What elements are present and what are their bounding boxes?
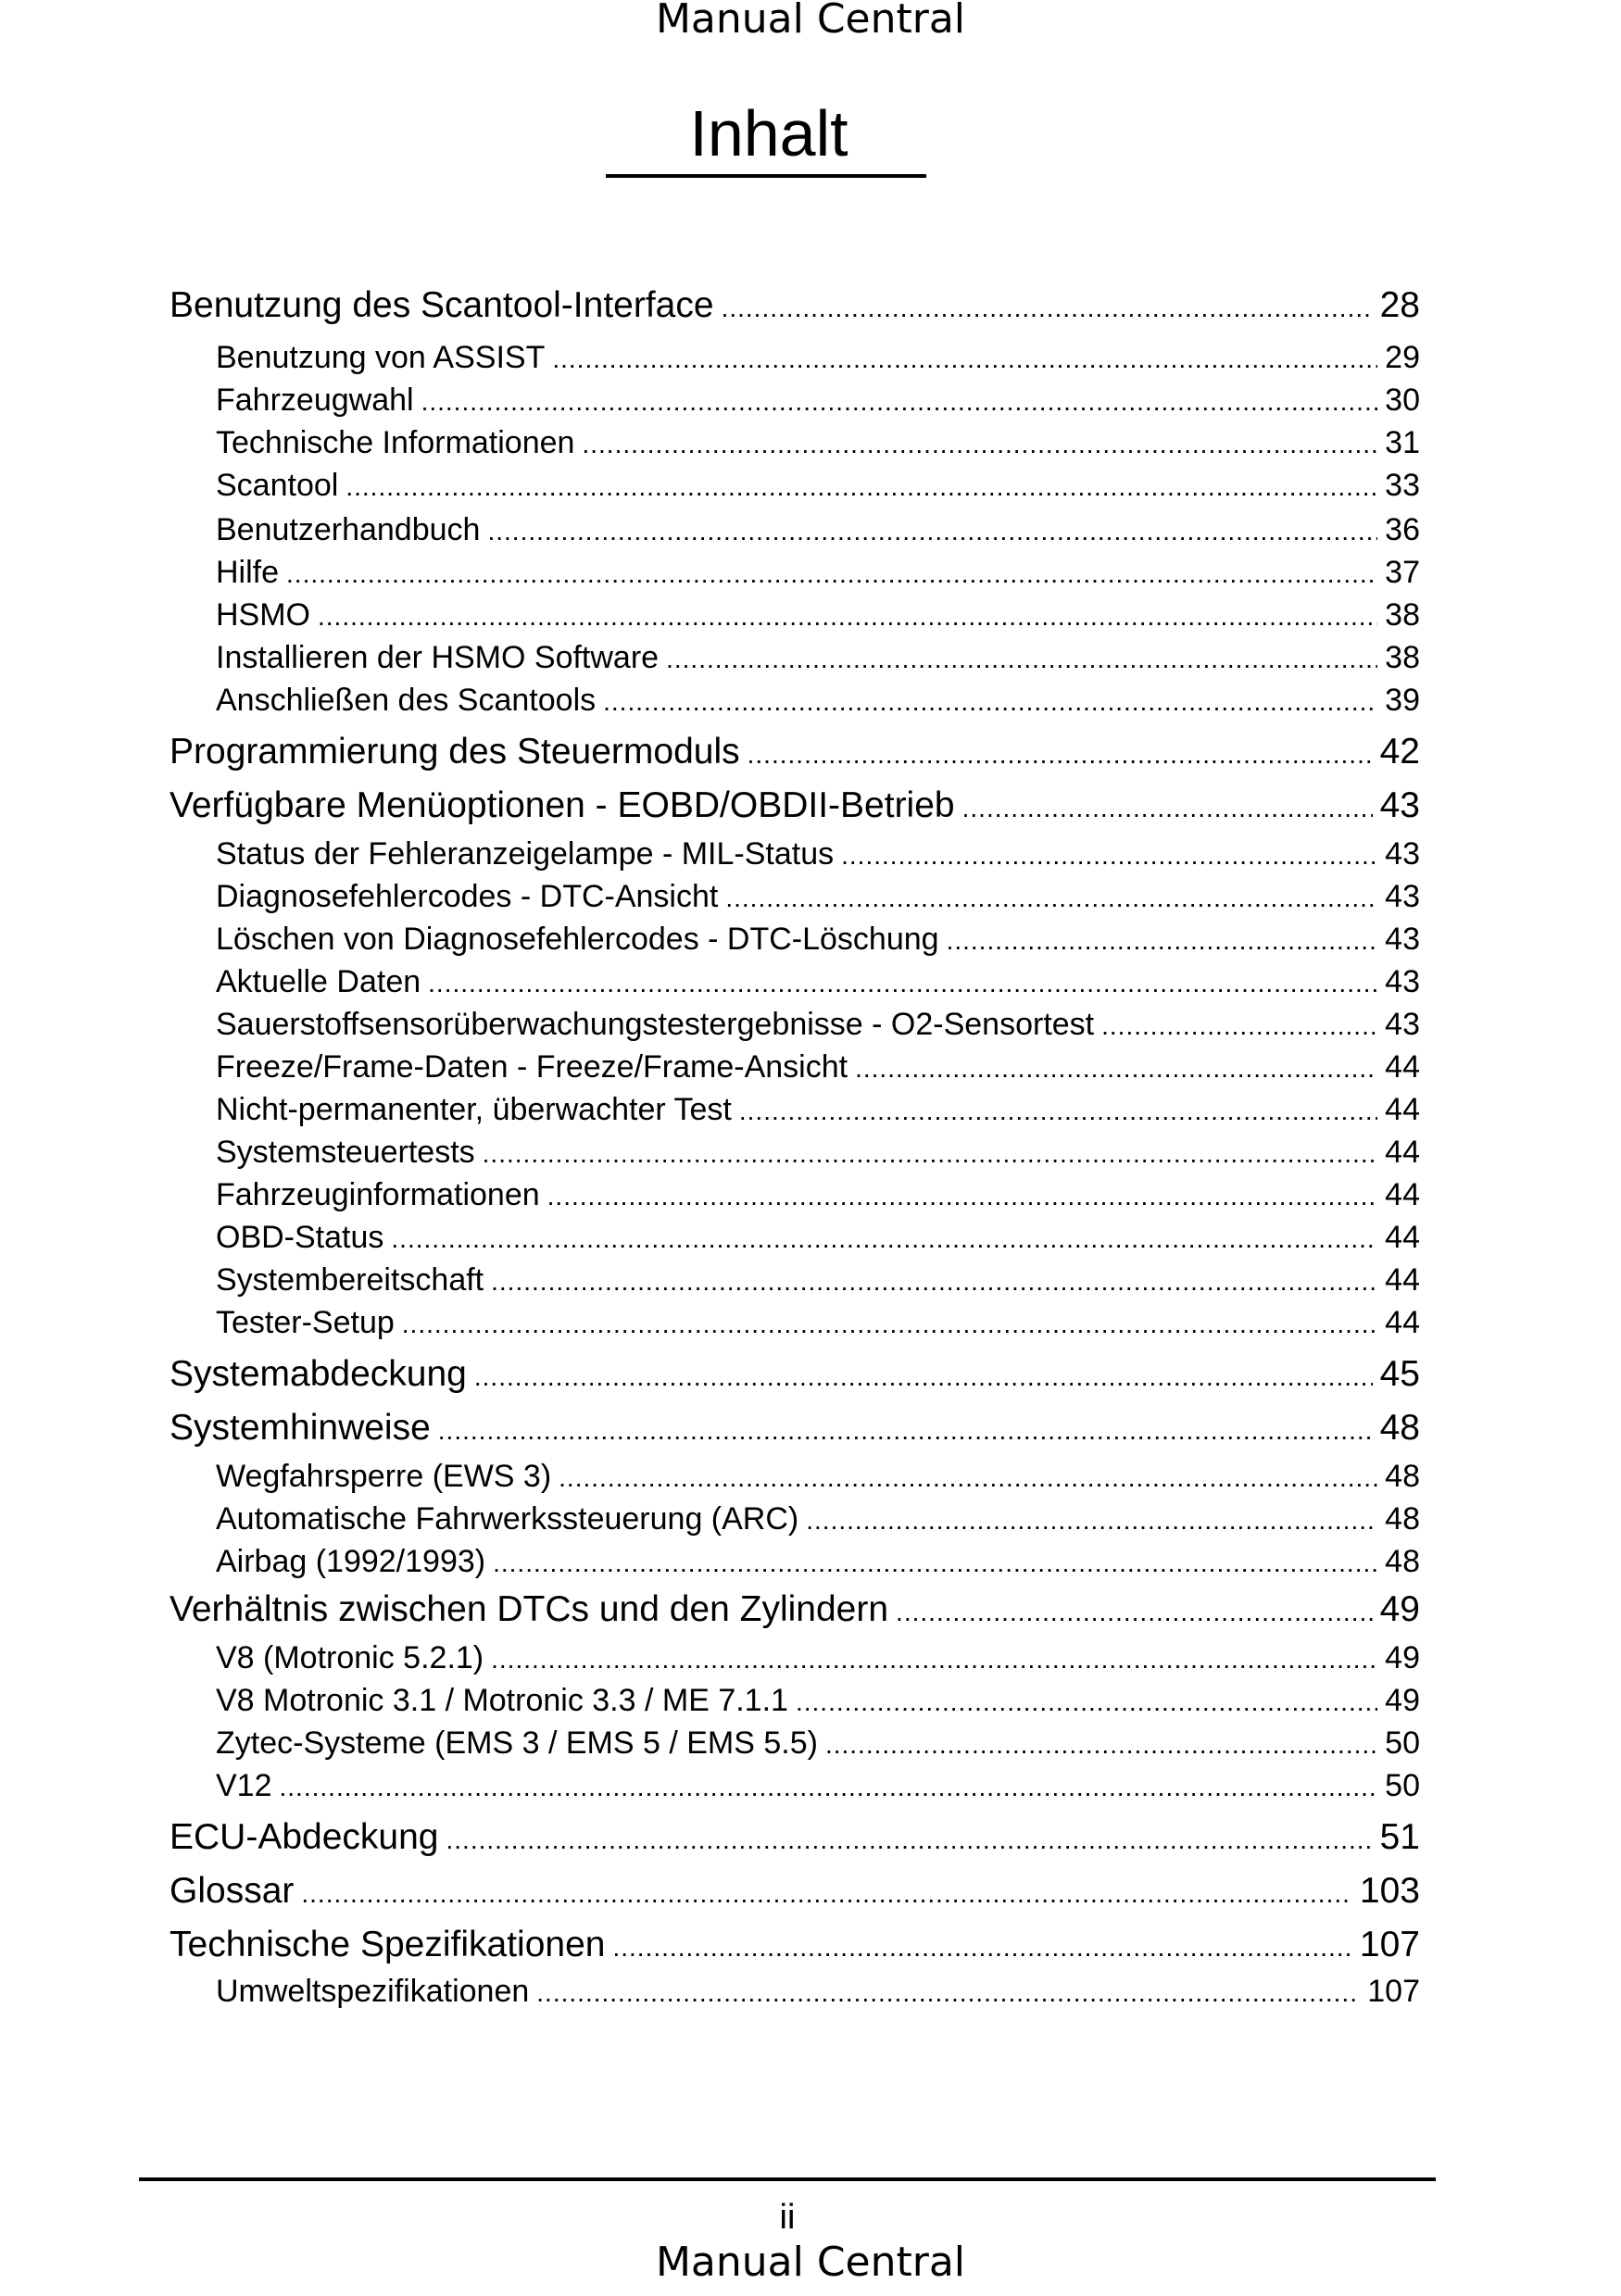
toc-entry-label: ECU-Abdeckung [170,1817,439,1857]
toc-entry-label: HSMO [216,597,310,633]
toc-chapter-entry[interactable] [170,727,1420,777]
toc-entry-label: OBD-Status [216,1220,384,1255]
toc-entry-page: 33 [1385,468,1420,503]
toc-entry-page: 48 [1379,1408,1420,1448]
toc-entry-label: Diagnosefehlercodes - DTC-Ansicht [216,879,719,914]
toc-entry-page: 48 [1385,1544,1420,1579]
toc-chapter-entry[interactable] [170,1920,1420,1970]
toc-entry-label: Benutzerhandbuch [216,512,481,547]
toc-dot-leader [536,1972,1360,2014]
toc-section-entry[interactable] [216,1259,1420,1301]
footer-divider [139,2177,1436,2181]
toc-entry-page: 44 [1385,1262,1420,1298]
toc-dot-leader [402,1303,1377,1346]
toc-entry-label: Freeze/Frame-Daten - Freeze/Frame-Ansicht [216,1049,848,1085]
toc-entry-label: V8 Motronic 3.1 / Motronic 3.3 / ME 7.1.1 [216,1683,788,1718]
toc-dot-leader [739,1090,1377,1133]
toc-entry-page: 48 [1385,1459,1420,1494]
toc-dot-leader [280,1766,1378,1809]
toc-entry-page: 44 [1385,1092,1420,1127]
toc-section-entry[interactable] [216,551,1420,594]
toc-entry-page: 43 [1385,879,1420,914]
toc-entry-label: Automatische Fahrwerkssteuerung (ARC) [216,1501,799,1537]
toc-chapter-entry[interactable] [170,1403,1420,1453]
toc-section-entry[interactable] [216,1046,1420,1088]
toc-section-entry[interactable] [216,1722,1420,1764]
toc-entry-page: 44 [1385,1049,1420,1085]
toc-dot-leader [612,1923,1351,1973]
toc-entry-label: Systembereitschaft [216,1262,484,1298]
toc-entry-label: Benutzung des Scantool-Interface [170,285,714,325]
toc-section-entry[interactable] [216,1003,1420,1046]
toc-entry-label: Anschließen des Scantools [216,683,597,718]
toc-section-entry[interactable] [216,1637,1420,1679]
toc-entry-page: 48 [1385,1501,1420,1537]
toc-entry-page: 43 [1385,836,1420,872]
toc-entry-label: Scantool [216,468,339,503]
toc-entry-label: Technische Informationen [216,425,575,460]
page-number: ii [779,2198,796,2237]
toc-dot-leader [841,834,1377,877]
toc-dot-leader [896,1587,1373,1637]
toc-section-entry[interactable] [216,636,1420,679]
toc-dot-leader [855,1048,1377,1090]
toc-entry-label: Technische Spezifikationen [170,1925,606,1964]
toc-dot-leader [603,681,1377,723]
toc-dot-leader [487,510,1377,553]
toc-entry-label: Glossar [170,1871,295,1911]
toc-entry-label: Sauerstoffsensorüberwachungstestergebnisse - O2-Sensortest [216,1007,1095,1042]
toc-section-entry[interactable] [216,1216,1420,1259]
toc-section-entry[interactable] [216,1679,1420,1722]
toc-entry-page: 49 [1379,1589,1420,1629]
toc-entry-label: V8 (Motronic 5.2.1) [216,1640,484,1675]
toc-entry-label: Nicht-permanenter, überwachter Test [216,1092,732,1127]
toc-entry-label: Aktuelle Daten [216,964,421,999]
toc-entry-page: 45 [1379,1354,1420,1394]
toc-dot-leader [796,1681,1377,1724]
toc-chapter-entry[interactable] [170,281,1420,331]
toc-entry-label: Status der Fehleranzeigelampe - MIL-Status [216,836,835,872]
toc-entry-page: 44 [1385,1305,1420,1340]
toc-dot-leader [559,1457,1377,1499]
toc-section-entry[interactable] [216,421,1420,464]
toc-section-entry[interactable] [216,875,1420,918]
toc-dot-leader [547,1175,1378,1218]
toc-entry-label: Systemsteuertests [216,1135,475,1170]
toc-entry-page: 107 [1367,1974,1420,2009]
toc-entry-page: 43 [1385,922,1420,957]
footer-brand: Manual Central [655,2239,966,2286]
toc-section-entry[interactable] [216,1131,1420,1173]
toc-dot-leader [391,1218,1377,1261]
toc-entry-label: Programmierung des Steuermoduls [170,732,740,772]
toc-entry-page: 38 [1385,597,1420,633]
toc-entry-label: Zytec-Systeme (EMS 3 / EMS 5 / EMS 5.5) [216,1725,818,1761]
toc-entry-page: 49 [1385,1683,1420,1718]
header-brand: Manual Central [655,0,966,43]
toc-dot-leader [301,1869,1352,1919]
toc-entry-page: 37 [1385,555,1420,590]
toc-entry-label: Hilfe [216,555,280,590]
toc-entry-label: Umweltspezifikationen [216,1974,530,2009]
toc-entry-page: 49 [1385,1640,1420,1675]
toc-chapter-entry[interactable] [170,1813,1420,1863]
toc-entry-page: 51 [1379,1817,1420,1857]
toc-dot-leader [438,1406,1373,1456]
toc-dot-leader [493,1542,1377,1585]
toc-entry-label: Verfügbare Menüoptionen - EOBD/OBDII-Betrieb [170,785,955,825]
toc-dot-leader [491,1638,1377,1681]
toc-dot-leader [666,638,1377,681]
toc-section-entry[interactable] [216,1540,1420,1583]
toc-section-entry[interactable] [216,679,1420,721]
toc-entry-label: Benutzung von ASSIST [216,340,546,375]
toc-entry-page: 44 [1385,1135,1420,1170]
toc-dot-leader [318,596,1377,638]
toc-entry-page: 50 [1385,1768,1420,1803]
toc-entry-label: Airbag (1992/1993) [216,1544,486,1579]
toc-section-entry[interactable] [216,833,1420,875]
toc-entry-page: 44 [1385,1177,1420,1212]
toc-entry-label: Tester-Setup [216,1305,395,1340]
toc-entry-page: 44 [1385,1220,1420,1255]
toc-dot-leader [582,423,1377,466]
toc-section-entry[interactable] [216,918,1420,960]
toc-dot-leader [421,381,1378,423]
toc-entry-label: Systemhinweise [170,1408,431,1448]
toc-entry-label: Löschen von Diagnosefehlercodes - DTC-Löschung [216,922,939,957]
toc-entry-label: Wegfahrsperre (EWS 3) [216,1459,552,1494]
toc-chapter-entry[interactable] [170,1585,1420,1635]
toc-entry-page: 43 [1385,1007,1420,1042]
toc-entry-page: 50 [1385,1725,1420,1761]
toc-section-entry[interactable] [216,594,1420,636]
toc-dot-leader [491,1261,1377,1303]
toc-entry-page: 43 [1385,964,1420,999]
toc-section-entry[interactable] [216,1455,1420,1498]
toc-entry-page: 38 [1385,640,1420,675]
toc-entry-page: 39 [1385,683,1420,718]
toc-dot-leader [483,1133,1378,1175]
toc-dot-leader [722,283,1373,333]
toc-dot-leader [446,1815,1372,1865]
toc-section-entry[interactable] [216,379,1420,421]
toc-dot-leader [428,962,1377,1005]
toc-dot-leader [474,1352,1373,1402]
toc-section-entry[interactable] [216,1301,1420,1344]
toc-dot-leader [1101,1005,1377,1048]
toc-entry-page: 29 [1385,340,1420,375]
toc-dot-leader [725,877,1377,920]
toc-entry-label: V12 [216,1768,272,1803]
toc-entry-label: Systemabdeckung [170,1354,467,1394]
toc-section-entry[interactable] [216,960,1420,1003]
toc-entry-label: Installieren der HSMO Software [216,640,660,675]
toc-entry-page: 103 [1359,1871,1420,1911]
toc-section-entry[interactable] [216,464,1420,507]
toc-dot-leader [806,1499,1377,1542]
toc-chapter-entry[interactable] [170,781,1420,831]
toc-entry-label: Fahrzeuginformationen [216,1177,540,1212]
toc-entry-label: Verhältnis zwischen DTCs und den Zylindern [170,1589,889,1629]
toc-entry-page: 30 [1385,383,1420,418]
page-title: Inhalt [689,97,848,169]
toc-chapter-entry[interactable] [170,1866,1420,1916]
toc-entry-page: 42 [1379,732,1420,772]
toc-entry-page: 36 [1385,512,1420,547]
toc-entry-page: 28 [1379,285,1420,325]
toc-entry-page: 31 [1385,425,1420,460]
toc-section-entry[interactable] [216,1173,1420,1216]
toc-section-entry[interactable] [216,508,1420,551]
toc-entry-page: 43 [1379,785,1420,825]
toc-dot-leader [825,1724,1377,1766]
toc-dot-leader [748,730,1373,780]
toc-section-entry[interactable] [216,1764,1420,1807]
toc-dot-leader [346,466,1377,508]
toc-dot-leader [962,784,1373,834]
toc-section-entry[interactable] [216,1088,1420,1131]
toc-section-entry[interactable] [216,1498,1420,1540]
toc-dot-leader [286,553,1377,596]
toc-entry-label: Fahrzeugwahl [216,383,414,418]
toc-section-entry[interactable] [216,336,1420,379]
toc-dot-leader [552,338,1377,381]
toc-entry-page: 107 [1359,1925,1420,1964]
toc-dot-leader [947,920,1378,962]
toc-section-entry[interactable] [216,1970,1420,2013]
toc-chapter-entry[interactable] [170,1349,1420,1399]
